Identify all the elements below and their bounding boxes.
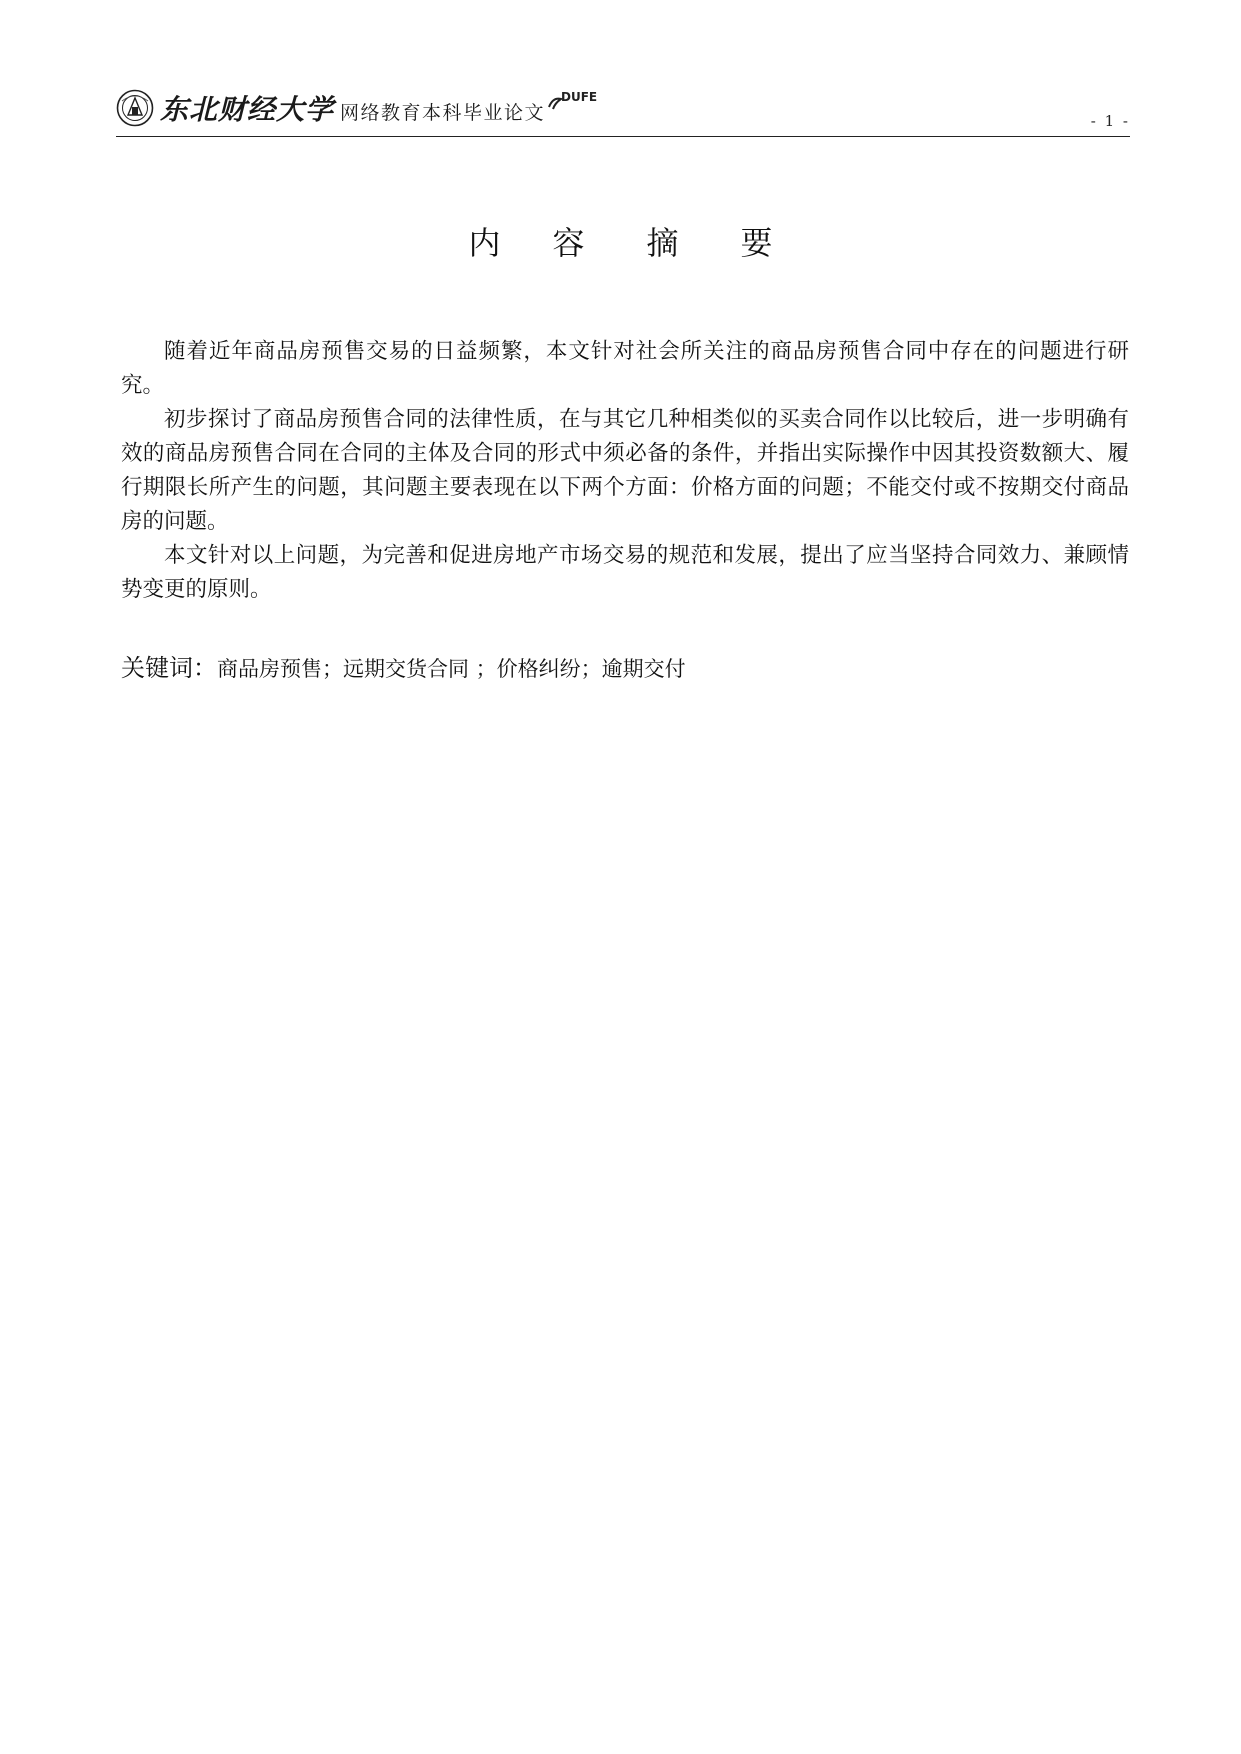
abstract-paragraph: 初步探讨了商品房预售合同的法律性质，在与其它几种相类似的买卖合同作以比较后，进一步明确有效的商品房预售合同在合同的主体及合同的形式中须必备的条件，并指出实际操作中因其投资数额大、履行期限长所产生的问题，其问题主要表现在以下两个方面：价格方面的问题；不能交付或不按期交付商品房的问题。: [121, 407, 1129, 534]
title-char: 内: [468, 224, 501, 262]
university-seal-icon: [116, 89, 154, 127]
abstract-paragraph: 随着近年商品房预售交易的日益频繁，本文针对社会所关注的商品房预售合同中存在的问题进行研究。: [121, 339, 1129, 398]
keywords-line: [121, 648, 1129, 683]
dufe-logo-mark: [547, 87, 611, 113]
abstract-paragraph: 本文针对以上问题，为完善和促进房地产市场交易的规范和发展，提出了应当坚持合同效力、兼顾情势变更的原则。: [121, 543, 1129, 602]
keywords-text: 商品房预售；远期交货合同 ；价格纠纷；逾期交付: [217, 657, 686, 681]
dufe-logo-text: DUFE: [561, 90, 598, 104]
page-number: - 1 -: [1090, 112, 1130, 130]
title-char: 要: [740, 224, 773, 262]
header-divider: [116, 136, 1130, 137]
title-char: 摘: [646, 224, 679, 262]
page-title: [0, 218, 1241, 264]
page-header: [116, 86, 1130, 138]
title-char: 容: [552, 224, 585, 262]
university-logo: [116, 86, 611, 130]
header-subtitle: 网络教育本科毕业论文: [340, 101, 546, 124]
university-name: 东北财经大学: [160, 93, 335, 126]
abstract-body: [121, 335, 1129, 607]
keywords-label: 关键词：: [121, 654, 217, 682]
